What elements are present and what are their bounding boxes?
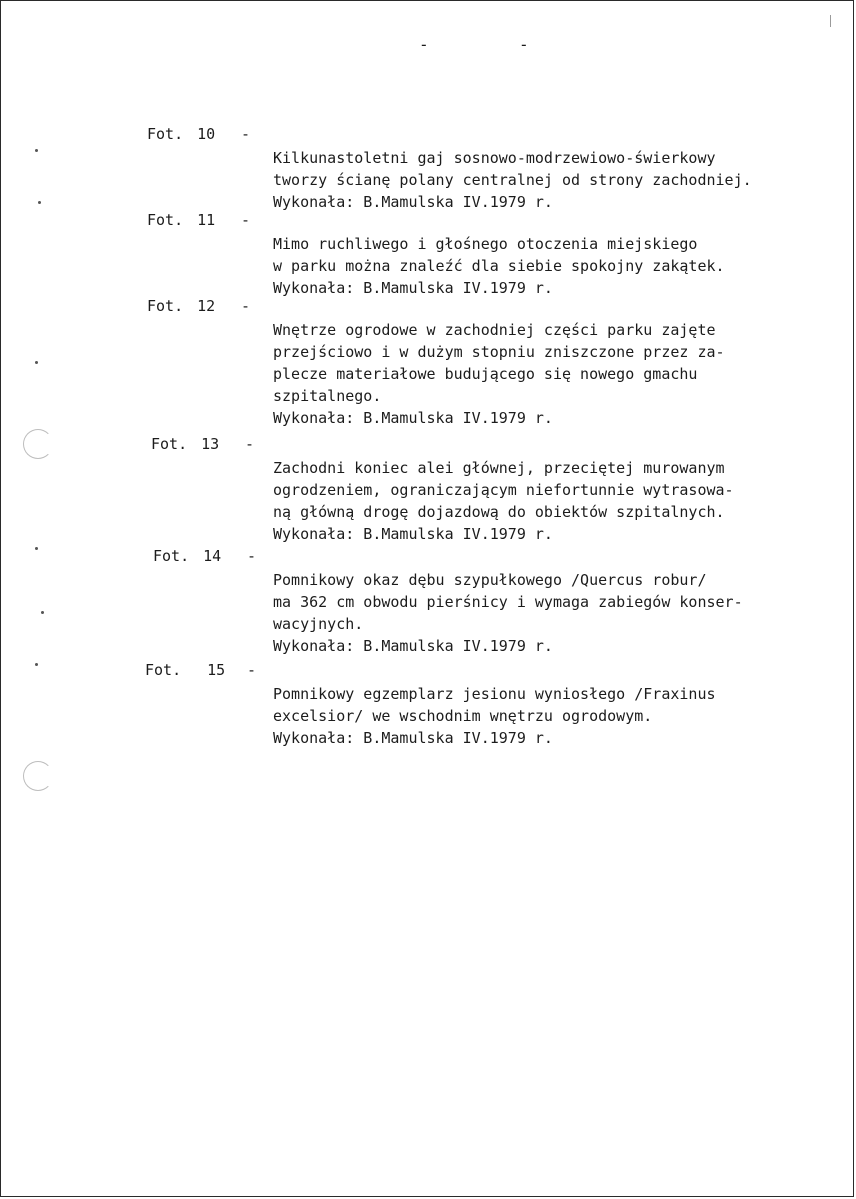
caption-credit: Wykonała: B.Mamulska IV.1979 r. [273, 279, 553, 297]
caption-dash: - [245, 435, 255, 453]
photo-label-prefix: Fot. [147, 297, 184, 315]
header-mark-right: - [519, 35, 529, 54]
photo-label-prefix: Fot. [147, 125, 184, 143]
photo-label [151, 435, 219, 453]
caption-description: Wnętrze ogrodowe w zachodniej części parku zajęte przejściowo i w dużym stopniu zniszczone przez za- plecze materiałowe budującego się nowego gmachu szpitalnego. [273, 321, 725, 405]
punch-hole-mark [23, 761, 53, 791]
photo-number: 15 [207, 661, 226, 679]
caption-description: Pomnikowy okaz dębu szypułkowego /Quercus robur/ ma 362 cm obwodu pierśnicy i wymaga zabiegów konser- wacyjnych. [273, 571, 743, 633]
caption-dash: - [241, 211, 251, 229]
caption-dash: - [241, 297, 251, 315]
photo-label-prefix: Fot. [145, 661, 182, 679]
caption-description: Zachodni koniec alei głównej, przeciętej murowanym ogrodzeniem, ograniczającym niefortunnie wytrasowa- ną główną drogę dojazdową do obiektów szpitalnych. [273, 459, 734, 521]
caption-dash: - [247, 661, 257, 679]
photo-label [147, 125, 215, 143]
photo-label [147, 211, 215, 229]
caption-credit: Wykonała: B.Mamulska IV.1979 r. [273, 525, 553, 543]
photo-label [147, 297, 215, 315]
photo-number: 12 [197, 297, 216, 315]
caption-text [273, 661, 833, 771]
photo-label [153, 547, 221, 565]
scan-speck [35, 547, 38, 550]
caption-credit: Wykonała: B.Mamulska IV.1979 r. [273, 637, 553, 655]
photo-number: 14 [203, 547, 222, 565]
header-mark-left: - [419, 35, 429, 54]
scan-speck [35, 361, 38, 364]
photo-number: 11 [197, 211, 216, 229]
photo-label-prefix: Fot. [151, 435, 188, 453]
caption-credit: Wykonała: B.Mamulska IV.1979 r. [273, 729, 553, 747]
scan-speck [41, 611, 44, 614]
scan-speck [35, 663, 38, 666]
page-header-marks [419, 35, 529, 54]
photo-number: 13 [201, 435, 220, 453]
caption-text [273, 297, 833, 451]
scan-speck [35, 149, 38, 152]
caption-dash: - [247, 547, 257, 565]
caption-text [273, 547, 833, 679]
photo-label-prefix: Fot. [147, 211, 184, 229]
caption-description: Kilkunastoletni gaj sosnowo-modrzewiowo-świerkowy tworzy ścianę polany centralnej od strony zachodniej. [273, 149, 752, 189]
scan-speck [38, 201, 41, 204]
margin-tick-mark [830, 15, 831, 27]
caption-description: Mimo ruchliwego i głośnego otoczenia miejskiego w parku można znaleźć dla siebie spokojny zakątek. [273, 235, 725, 275]
caption-dash: - [241, 125, 251, 143]
photo-label-prefix: Fot. [153, 547, 190, 565]
punch-hole-mark [23, 429, 53, 459]
photo-label [145, 661, 225, 679]
caption-credit: Wykonała: B.Mamulska IV.1979 r. [273, 409, 553, 427]
photo-number: 10 [197, 125, 216, 143]
caption-description: Pomnikowy egzemplarz jesionu wyniosłego /Fraxinus excelsior/ we wschodnim wnętrzu ogrodowym. [273, 685, 716, 725]
caption-credit: Wykonała: B.Mamulska IV.1979 r. [273, 193, 553, 211]
